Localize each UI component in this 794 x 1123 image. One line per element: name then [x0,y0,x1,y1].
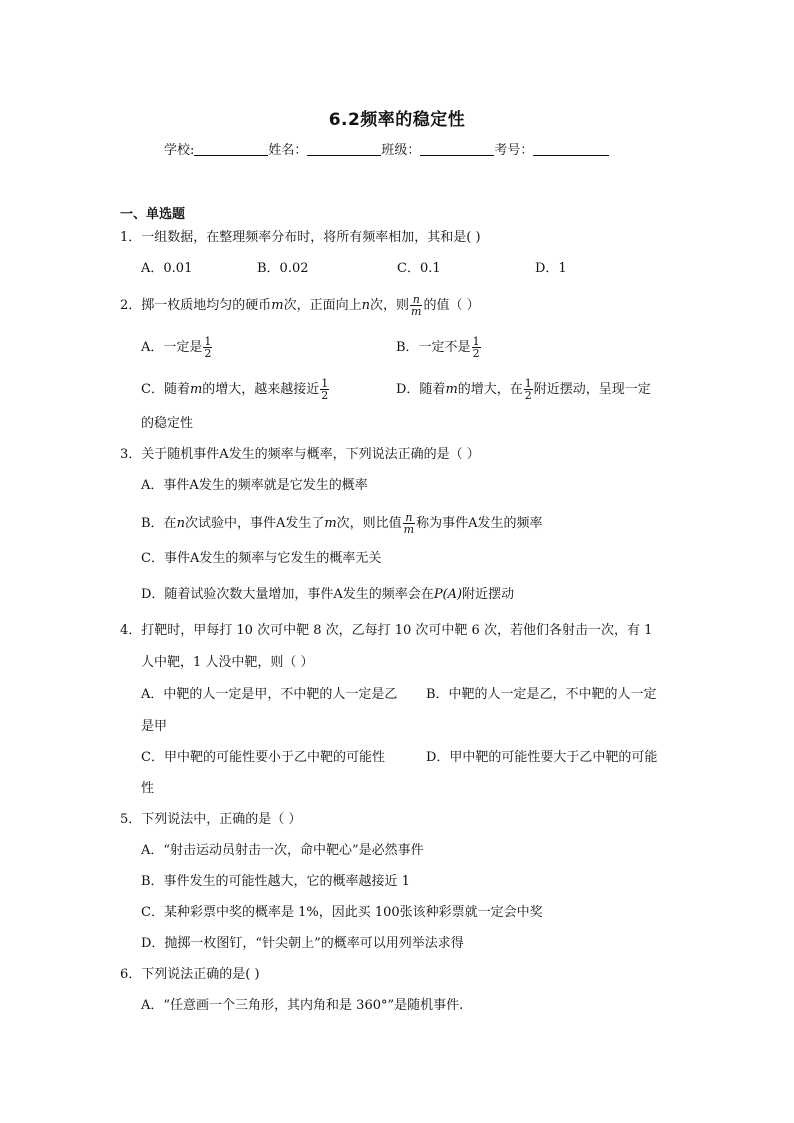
q6-stem: 6．下列说法正确的是( ) [120,967,260,982]
q3-option-d: D．随着试验次数大量增加，事件A发生的频率会在P(A)附近摆动 [141,587,515,602]
fraction-one-half: $\frac{1}{2}$ [472,335,480,360]
q5-option-b: B．事件发生的可能性越大，它的概率越接近 1 [141,874,410,889]
q1-stem: 1．一组数据，在整理频率分布时，将所有频率相加，其和是( ) [120,230,481,245]
q2-option-a: A．一定是 $\frac{1}{2}$ [141,335,212,360]
name-label: 姓名： [268,143,308,158]
q3-option-b: B．在n次试验中，事件A发生了m次，则比值 $\frac{n}{m}$ 称为事件A发生的频率 [141,511,543,536]
q4-option-d-cont: 性 [141,781,155,796]
q4-option-b-cont: 是甲 [141,719,168,734]
fraction-one-half: $\frac{1}{2}$ [524,377,532,402]
q2-option-d: D．随着m的增大，在 $\frac{1}{2}$ 附近摆动，呈现一定 [396,377,651,402]
q5-option-a: A．“射击运动员射击一次，命中靶心”是必然事件 [141,843,424,858]
fraction-n-over-m: $\frac{n}{m}$ [403,511,415,536]
fraction-n-over-m: $\frac{n}{m}$ [411,293,422,318]
name-blank[interactable] [307,142,381,156]
number-blank[interactable] [533,142,609,156]
q2-stem: 2．掷一枚质地均匀的硬币m次，正面向上n次，则 $\frac{n}{m}$ 的值（ ） [120,293,480,318]
q1-option-a: A．0.01 [141,261,193,276]
school-label: 学校: [164,143,195,158]
class-blank[interactable] [420,142,494,156]
q2-option-c: C．随着m的增大，越来越接近 $\frac{1}{2}$ [141,377,329,402]
q3-option-c: C．事件A发生的频率与它发生的概率无关 [141,551,382,566]
q1-option-c: C．0.1 [397,261,441,276]
q3-option-a: A．事件A发生的频率就是它发生的概率 [141,478,368,493]
q4-option-b: B．中靶的人一定是乙，不中靶的人一定 [426,687,657,702]
page-title: 6.2频率的稳定性 [328,110,466,130]
q5-option-c: C．某种彩票中奖的概率是 1%，因此买 100张该种彩票就一定会中奖 [141,905,543,920]
school-blank[interactable] [194,142,268,156]
q4-option-c: C．甲中靶的可能性要小于乙中靶的可能性 [141,750,385,765]
q2-option-b: B．一定不是 $\frac{1}{2}$ [396,335,480,360]
class-label: 班级： [381,143,421,158]
q5-option-d: D．抛掷一枚图钉，“针尖朝上”的概率可以用列举法求得 [141,936,464,951]
q1-option-b: B．0.02 [257,261,309,276]
q2-option-d-cont: 的稳定性 [141,416,194,431]
q4-option-d: D．甲中靶的可能性要大于乙中靶的可能 [426,750,658,765]
q1-option-d: D．1 [535,261,567,276]
fraction-one-half: $\frac{1}{2}$ [321,377,329,402]
fraction-one-half: $\frac{1}{2}$ [204,335,212,360]
q6-option-a: A．“任意画一个三角形，其内角和是 360°”是随机事件. [141,998,464,1013]
section-heading: 一、单选题 [120,207,186,222]
q5-stem: 5．下列说法中，正确的是（ ） [120,812,302,827]
student-info-line [164,139,609,158]
q4-stem: 4．打靶时，甲每打 10 次可中靶 8 次，乙每打 10 次可中靶 6 次，若他们各射击一次，有 1 [120,623,653,638]
q4-stem-cont: 人中靶，1 人没中靶，则（ ） [141,655,314,670]
q3-stem: 3．关于随机事件A发生的频率与概率，下列说法正确的是（ ） [120,447,480,462]
number-label: 考号： [494,143,534,158]
q4-option-a: A．中靶的人一定是甲，不中靶的人一定是乙 [141,687,398,702]
